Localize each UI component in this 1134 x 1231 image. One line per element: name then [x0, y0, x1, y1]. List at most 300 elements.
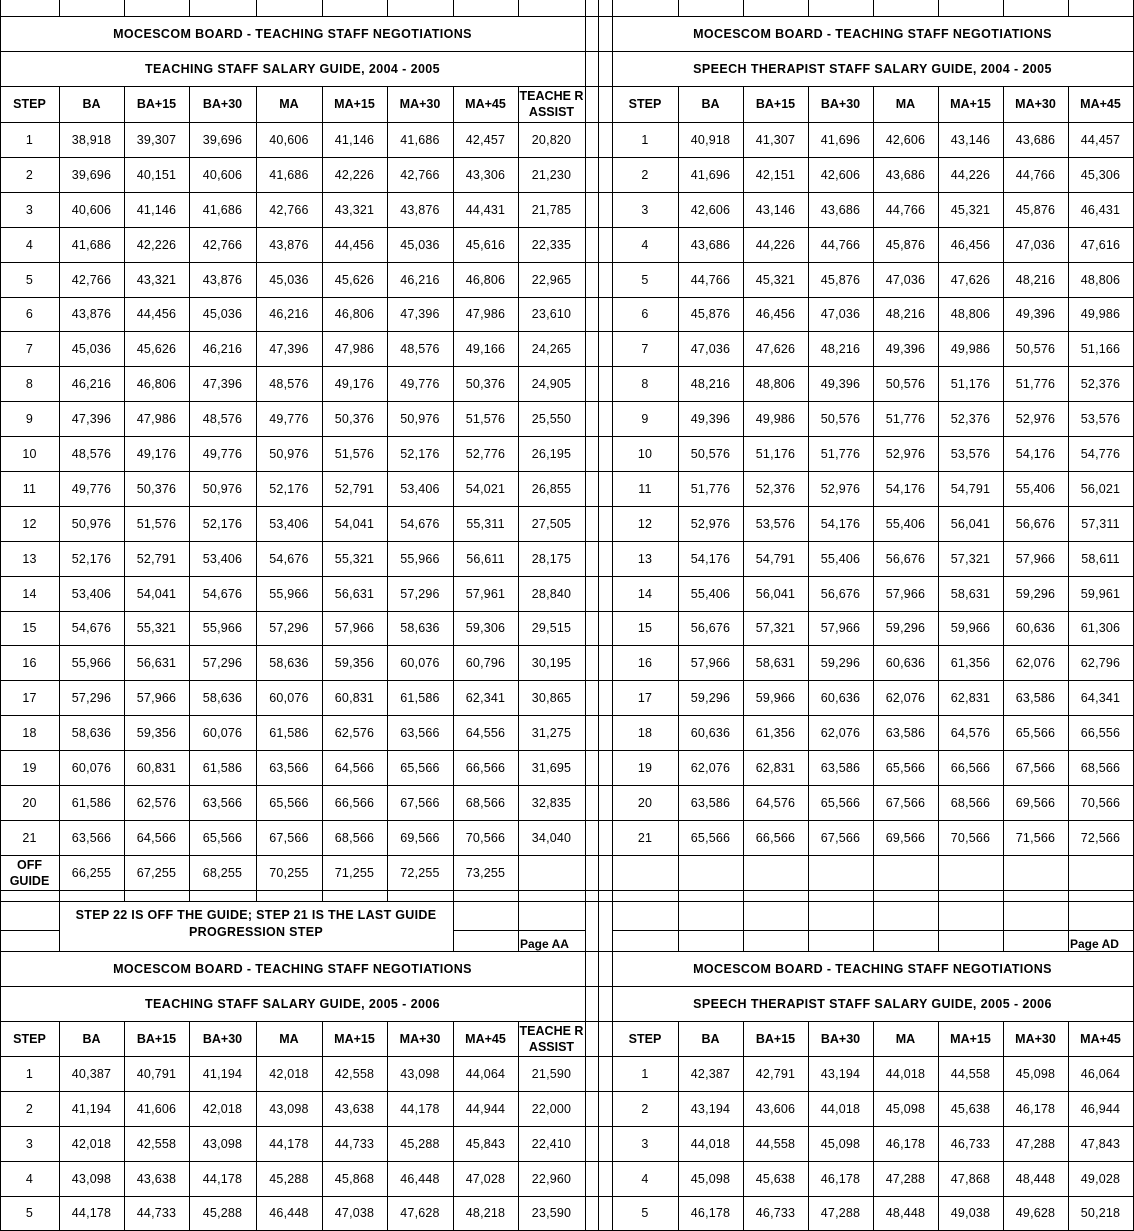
column-header: MA+45: [1068, 86, 1134, 123]
step-cell: 20: [0, 785, 60, 821]
off-guide-value: 70,255: [256, 855, 323, 891]
step-cell: 6: [612, 297, 679, 332]
salary-cell: 58,631: [743, 646, 809, 681]
salary-cell: 45,036: [387, 227, 454, 263]
empty-cell: [453, 901, 519, 931]
empty-cell: [612, 930, 679, 952]
salary-cell: 43,098: [189, 1126, 257, 1162]
salary-cell: 25,550: [518, 401, 586, 437]
salary-cell: 51,776: [1003, 366, 1069, 402]
salary-cell: 59,356: [124, 715, 190, 751]
salary-cell: 49,028: [1068, 1161, 1134, 1197]
salary-cell: 55,311: [453, 506, 519, 542]
salary-cell: 45,876: [678, 297, 744, 332]
salary-cell: 46,733: [938, 1126, 1004, 1162]
salary-cell: 47,036: [873, 262, 939, 298]
gutter-cell: [585, 1056, 599, 1092]
salary-cell: 55,966: [256, 576, 323, 612]
gutter-cell: [598, 855, 613, 891]
gutter-cell: [598, 611, 613, 646]
step-cell: 4: [612, 227, 679, 263]
salary-cell: 41,686: [256, 157, 323, 193]
empty-cell: [124, 0, 190, 17]
salary-cell: 43,098: [256, 1091, 323, 1127]
salary-cell: 46,431: [1068, 192, 1134, 228]
salary-cell: 45,288: [256, 1161, 323, 1197]
salary-cell: 43,876: [387, 192, 454, 228]
salary-cell: 58,636: [189, 680, 257, 716]
salary-cell: 53,576: [743, 506, 809, 542]
salary-cell: 46,216: [256, 297, 323, 332]
salary-cell: 69,566: [873, 820, 939, 856]
salary-cell: 48,806: [1068, 262, 1134, 298]
salary-cell: 44,226: [938, 157, 1004, 193]
salary-cell: 45,098: [808, 1126, 874, 1162]
empty-cell: [743, 855, 809, 891]
step-cell: 11: [0, 471, 60, 507]
salary-cell: 69,566: [1003, 785, 1069, 821]
salary-cell: 44,766: [678, 262, 744, 298]
gutter-cell: [585, 331, 599, 367]
column-header: MA: [256, 1021, 323, 1057]
off-guide-value: 67,255: [124, 855, 190, 891]
salary-cell: 63,566: [59, 820, 125, 856]
gutter-cell: [585, 192, 599, 228]
salary-cell: 22,960: [518, 1161, 586, 1197]
salary-cell: 52,176: [59, 541, 125, 577]
salary-cell: 45,321: [743, 262, 809, 298]
salary-cell: 60,076: [59, 750, 125, 786]
salary-cell: 27,505: [518, 506, 586, 542]
salary-cell: 44,018: [808, 1091, 874, 1127]
gutter-cell: [585, 541, 599, 577]
salary-cell: 42,457: [453, 122, 519, 158]
salary-cell: 47,626: [938, 262, 1004, 298]
page-label-aa: Page AA: [518, 930, 586, 952]
salary-cell: 44,018: [873, 1056, 939, 1092]
salary-cell: 48,216: [678, 366, 744, 402]
salary-cell: 53,406: [189, 541, 257, 577]
gutter-cell: [598, 506, 613, 542]
salary-cell: 49,986: [743, 401, 809, 437]
salary-cell: 55,966: [189, 611, 257, 646]
salary-cell: 24,265: [518, 331, 586, 367]
salary-cell: 41,146: [124, 192, 190, 228]
salary-cell: 58,636: [59, 715, 125, 751]
salary-cell: 55,406: [873, 506, 939, 542]
salary-cell: 44,178: [256, 1126, 323, 1162]
empty-cell: [873, 930, 939, 952]
gutter-cell: [598, 51, 613, 87]
empty-cell: [189, 0, 257, 17]
step-cell: 7: [0, 331, 60, 367]
column-header: BA+15: [743, 1021, 809, 1057]
salary-cell: 62,341: [453, 680, 519, 716]
salary-cell: 42,018: [189, 1091, 257, 1127]
salary-cell: 56,021: [1068, 471, 1134, 507]
salary-cell: 43,146: [938, 122, 1004, 158]
step-cell: 11: [612, 471, 679, 507]
step-cell: 18: [612, 715, 679, 751]
salary-cell: 59,306: [453, 611, 519, 646]
step-cell: 4: [0, 1161, 60, 1197]
gutter-cell: [585, 86, 599, 123]
gutter-cell: [585, 366, 599, 402]
empty-cell: [1068, 0, 1134, 17]
column-header: TEACHE R ASSIST: [518, 86, 586, 123]
gutter-cell: [598, 541, 613, 577]
salary-cell: 46,806: [453, 262, 519, 298]
gutter-cell: [598, 297, 613, 332]
salary-cell: 67,566: [1003, 750, 1069, 786]
empty-cell: [743, 0, 809, 17]
salary-cell: 51,176: [743, 436, 809, 472]
salary-cell: 45,638: [938, 1091, 1004, 1127]
salary-cell: 59,296: [678, 680, 744, 716]
salary-cell: 23,610: [518, 297, 586, 332]
salary-cell: 59,296: [1003, 576, 1069, 612]
salary-cell: 47,036: [1003, 227, 1069, 263]
salary-cell: 49,038: [938, 1196, 1004, 1231]
salary-cell: 63,586: [1003, 680, 1069, 716]
salary-cell: 54,176: [1003, 436, 1069, 472]
salary-cell: 43,321: [322, 192, 388, 228]
gutter-cell: [598, 122, 613, 158]
salary-cell: 42,606: [873, 122, 939, 158]
salary-cell: 47,616: [1068, 227, 1134, 263]
salary-cell: 46,733: [743, 1196, 809, 1231]
empty-cell: [59, 0, 125, 17]
salary-cell: 38,918: [59, 122, 125, 158]
salary-cell: 40,606: [59, 192, 125, 228]
salary-cell: 48,806: [743, 366, 809, 402]
salary-cell: 44,178: [387, 1091, 454, 1127]
salary-cell: 45,098: [678, 1161, 744, 1197]
gutter-cell: [585, 16, 599, 52]
salary-cell: 50,976: [387, 401, 454, 437]
salary-cell: 62,576: [124, 785, 190, 821]
salary-cell: 29,515: [518, 611, 586, 646]
salary-cell: 63,586: [678, 785, 744, 821]
salary-cell: 63,566: [387, 715, 454, 751]
column-header: MA+30: [1003, 86, 1069, 123]
salary-cell: 56,676: [873, 541, 939, 577]
gutter-cell: [585, 471, 599, 507]
salary-cell: 65,566: [256, 785, 323, 821]
gutter-cell: [585, 262, 599, 298]
column-header: MA: [873, 1021, 939, 1057]
salary-cell: 43,686: [678, 227, 744, 263]
gutter-cell: [585, 1126, 599, 1162]
empty-cell: [678, 901, 744, 931]
salary-cell: 46,806: [322, 297, 388, 332]
gutter-cell: [598, 331, 613, 367]
empty-cell: [612, 855, 679, 891]
salary-cell: 62,076: [873, 680, 939, 716]
gutter-cell: [585, 855, 599, 891]
salary-cell: 41,194: [189, 1056, 257, 1092]
salary-cell: 66,556: [1068, 715, 1134, 751]
salary-cell: 55,406: [808, 541, 874, 577]
step-cell: 3: [612, 192, 679, 228]
salary-cell: 46,806: [124, 366, 190, 402]
empty-cell: [1068, 901, 1134, 931]
salary-cell: 68,566: [1068, 750, 1134, 786]
gutter-cell: [598, 366, 613, 402]
salary-cell: 59,356: [322, 646, 388, 681]
gutter-cell: [585, 1161, 599, 1197]
salary-cell: 34,040: [518, 820, 586, 856]
empty-cell: [938, 0, 1004, 17]
step-cell: 17: [0, 680, 60, 716]
salary-cell: 42,151: [743, 157, 809, 193]
column-header: MA: [256, 86, 323, 123]
salary-cell: 21,230: [518, 157, 586, 193]
salary-cell: 72,566: [1068, 820, 1134, 856]
column-header: MA+30: [387, 1021, 454, 1057]
salary-cell: 50,376: [453, 366, 519, 402]
column-header: BA+15: [124, 1021, 190, 1057]
gutter-cell: [598, 951, 613, 987]
salary-cell: 58,636: [256, 646, 323, 681]
salary-cell: 43,638: [124, 1161, 190, 1197]
off-guide-value: 73,255: [453, 855, 519, 891]
salary-cell: 21,785: [518, 192, 586, 228]
salary-cell: 45,876: [873, 227, 939, 263]
empty-cell: [678, 855, 744, 891]
gutter-cell: [585, 715, 599, 751]
salary-cell: 56,676: [678, 611, 744, 646]
salary-cell: 44,226: [743, 227, 809, 263]
salary-cell: 42,558: [322, 1056, 388, 1092]
salary-cell: 55,321: [322, 541, 388, 577]
column-header: STEP: [0, 1021, 60, 1057]
salary-cell: 45,036: [189, 297, 257, 332]
empty-cell: [678, 0, 744, 17]
salary-cell: 42,558: [124, 1126, 190, 1162]
salary-cell: 49,396: [808, 366, 874, 402]
column-header: BA: [59, 86, 125, 123]
salary-cell: 49,176: [322, 366, 388, 402]
empty-cell: [743, 930, 809, 952]
salary-cell: 44,018: [678, 1126, 744, 1162]
empty-cell: [0, 901, 60, 931]
step-cell: 1: [612, 122, 679, 158]
gutter-cell: [598, 1161, 613, 1197]
salary-cell: 57,966: [124, 680, 190, 716]
salary-cell: 53,406: [59, 576, 125, 612]
salary-cell: 62,831: [743, 750, 809, 786]
salary-cell: 42,766: [189, 227, 257, 263]
salary-cell: 52,791: [124, 541, 190, 577]
salary-cell: 43,194: [678, 1091, 744, 1127]
salary-cell: 48,806: [938, 297, 1004, 332]
salary-cell: 60,076: [256, 680, 323, 716]
salary-cell: 28,840: [518, 576, 586, 612]
step-cell: 13: [0, 541, 60, 577]
salary-cell: 41,307: [743, 122, 809, 158]
step-cell: 10: [612, 436, 679, 472]
step-cell: 16: [612, 646, 679, 681]
salary-cell: 44,733: [322, 1126, 388, 1162]
salary-cell: 57,296: [59, 680, 125, 716]
column-header: MA+30: [387, 86, 454, 123]
salary-cell: 57,296: [387, 576, 454, 612]
salary-cell: 39,696: [59, 157, 125, 193]
step-cell: 2: [0, 1091, 60, 1127]
column-header: BA+30: [189, 1021, 257, 1057]
salary-cell: 49,396: [873, 331, 939, 367]
step-cell: 14: [612, 576, 679, 612]
salary-cell: 54,676: [189, 576, 257, 612]
board-title: MOCESCOM BOARD - TEACHING STAFF NEGOTIATIONS: [0, 16, 586, 52]
empty-cell: [808, 901, 874, 931]
step-cell: 3: [0, 192, 60, 228]
salary-cell: 57,966: [1003, 541, 1069, 577]
column-header: MA+15: [322, 1021, 388, 1057]
salary-cell: 65,566: [189, 820, 257, 856]
salary-cell: 54,176: [678, 541, 744, 577]
salary-cell: 43,686: [808, 192, 874, 228]
salary-cell: 22,965: [518, 262, 586, 298]
empty-cell: [322, 0, 388, 17]
salary-cell: 63,586: [873, 715, 939, 751]
salary-cell: 55,406: [678, 576, 744, 612]
salary-cell: 63,566: [256, 750, 323, 786]
salary-cell: 68,566: [322, 820, 388, 856]
salary-cell: 52,376: [1068, 366, 1134, 402]
gutter-cell: [585, 0, 599, 17]
gutter-cell: [598, 192, 613, 228]
gutter-cell: [598, 1126, 613, 1162]
salary-cell: 52,176: [256, 471, 323, 507]
salary-cell: 43,686: [1003, 122, 1069, 158]
step-cell: 3: [0, 1126, 60, 1162]
salary-cell: 45,876: [808, 262, 874, 298]
salary-cell: 50,576: [1003, 331, 1069, 367]
step-cell: 9: [612, 401, 679, 437]
salary-cell: 67,566: [873, 785, 939, 821]
salary-cell: 48,448: [1003, 1161, 1069, 1197]
salary-cell: 47,626: [743, 331, 809, 367]
salary-cell: 54,676: [59, 611, 125, 646]
step-cell: 1: [612, 1056, 679, 1092]
gutter-cell: [585, 576, 599, 612]
salary-cell: 24,905: [518, 366, 586, 402]
salary-cell: 54,021: [453, 471, 519, 507]
salary-cell: 46,178: [808, 1161, 874, 1197]
gutter-cell: [598, 576, 613, 612]
salary-cell: 48,576: [59, 436, 125, 472]
salary-cell: 31,695: [518, 750, 586, 786]
salary-cell: 45,288: [189, 1196, 257, 1231]
salary-cell: 50,576: [873, 366, 939, 402]
guide-title: SPEECH THERAPIST STAFF SALARY GUIDE, 2004 - 2005: [612, 51, 1134, 87]
salary-cell: 47,396: [256, 331, 323, 367]
salary-cell: 43,306: [453, 157, 519, 193]
column-header: MA+45: [1068, 1021, 1134, 1057]
salary-cell: 51,576: [453, 401, 519, 437]
salary-cell: 46,178: [873, 1126, 939, 1162]
salary-cell: 41,696: [678, 157, 744, 193]
salary-cell: 47,396: [59, 401, 125, 437]
empty-cell: [873, 901, 939, 931]
salary-cell: 54,176: [808, 506, 874, 542]
gutter-cell: [598, 1056, 613, 1092]
empty-cell: [1003, 930, 1069, 952]
salary-cell: 66,566: [938, 750, 1004, 786]
empty-cell: [518, 0, 586, 17]
empty-cell: [518, 901, 586, 931]
salary-cell: 47,036: [678, 331, 744, 367]
salary-cell: 59,296: [808, 646, 874, 681]
gutter-cell: [598, 0, 613, 17]
salary-cell: 32,835: [518, 785, 586, 821]
salary-cell: 52,976: [808, 471, 874, 507]
salary-cell: 42,766: [256, 192, 323, 228]
salary-cell: 48,576: [189, 401, 257, 437]
gutter-cell: [585, 1021, 599, 1057]
salary-cell: 41,194: [59, 1091, 125, 1127]
board-title: MOCESCOM BOARD - TEACHING STAFF NEGOTIATIONS: [0, 951, 586, 987]
step-cell: 4: [612, 1161, 679, 1197]
salary-cell: 40,387: [59, 1056, 125, 1092]
guide-title: TEACHING STAFF SALARY GUIDE, 2005 - 2006: [0, 986, 586, 1022]
salary-cell: 68,566: [453, 785, 519, 821]
salary-cell: 45,876: [1003, 192, 1069, 228]
step-cell: 6: [0, 297, 60, 332]
empty-cell: [612, 0, 679, 17]
salary-cell: 26,195: [518, 436, 586, 472]
step-cell: 8: [612, 366, 679, 402]
step-cell: 1: [0, 122, 60, 158]
salary-cell: 43,098: [387, 1056, 454, 1092]
salary-cell: 44,178: [189, 1161, 257, 1197]
column-header: STEP: [0, 86, 60, 123]
empty-cell: [938, 855, 1004, 891]
salary-cell: 59,961: [1068, 576, 1134, 612]
salary-cell: 57,321: [938, 541, 1004, 577]
salary-cell: 49,986: [938, 331, 1004, 367]
off-guide-label: OFF GUIDE: [0, 855, 60, 891]
gutter-cell: [598, 471, 613, 507]
step-cell: 5: [0, 1196, 60, 1231]
step-cell: 15: [612, 611, 679, 646]
salary-cell: 42,606: [678, 192, 744, 228]
salary-cell: 57,961: [453, 576, 519, 612]
salary-cell: 56,041: [938, 506, 1004, 542]
salary-cell: 49,986: [1068, 297, 1134, 332]
salary-cell: 43,194: [808, 1056, 874, 1092]
salary-cell: 48,216: [1003, 262, 1069, 298]
salary-cell: 44,733: [124, 1196, 190, 1231]
empty-cell: [808, 930, 874, 952]
column-header: TEACHE R ASSIST: [518, 1021, 586, 1057]
salary-cell: 57,966: [678, 646, 744, 681]
salary-cell: 55,966: [59, 646, 125, 681]
salary-cell: 55,406: [1003, 471, 1069, 507]
salary-cell: 57,966: [808, 611, 874, 646]
salary-cell: 47,986: [124, 401, 190, 437]
salary-cell: 49,776: [59, 471, 125, 507]
gutter-cell: [598, 1091, 613, 1127]
salary-cell: 49,776: [387, 366, 454, 402]
step-cell: 13: [612, 541, 679, 577]
salary-cell: 47,396: [189, 366, 257, 402]
salary-cell: 59,296: [873, 611, 939, 646]
gutter-cell: [585, 122, 599, 158]
salary-cell: 53,406: [387, 471, 454, 507]
